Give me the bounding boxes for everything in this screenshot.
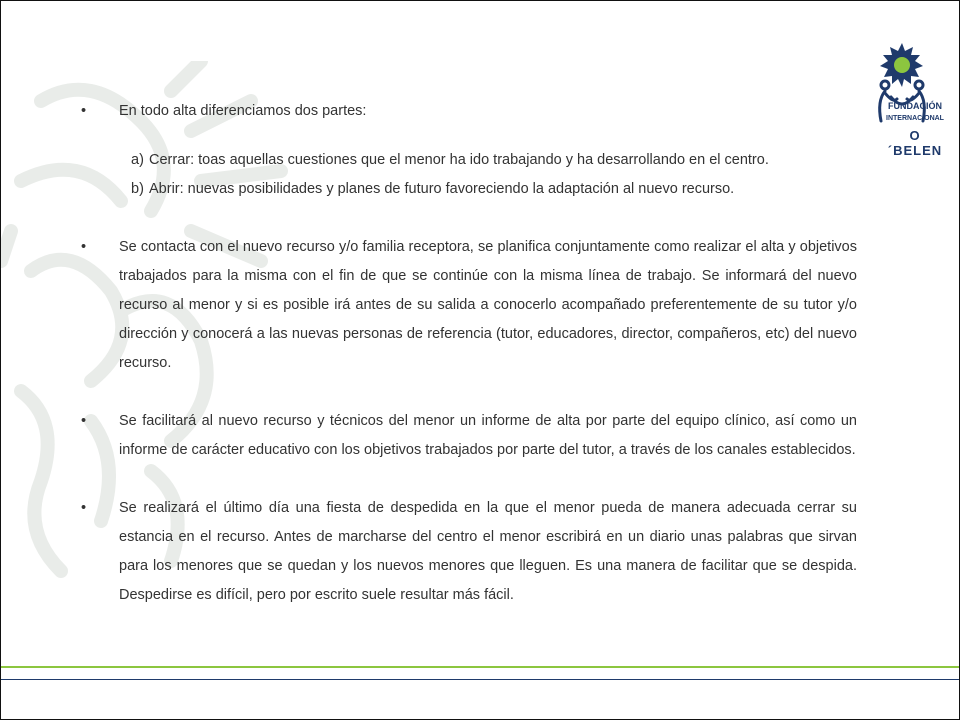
bullet-text: En todo alta diferenciamos dos partes: [119,103,367,119]
sub-item-a [81,146,857,175]
footer-divider-blue [1,679,959,680]
bullet-item [81,407,857,465]
bullet-dot: • [81,413,87,429]
sub-item-letter: b) [131,181,144,197]
bullet-item [81,494,857,610]
bullet-item [81,97,857,126]
sub-item-b [81,175,857,204]
sub-item-letter: a) [131,152,144,168]
bullet-item [81,233,857,378]
slide-body [81,97,857,610]
bullet-text: Se contacta con el nuevo recurso y/o familia receptora, se planifica conjuntamente como realizar el alta y objetivos trabajados para la misma con el fin de que se continúe con la misma línea de trabajo. Se informará del nuevo recurso al menor y si es posible irá antes de su salida a conocerlo acompañado preferentemente de su tutor y/o dirección y conocerá a las nuevas personas de referencia (tutor, educadores, director, compañeros, etc) del nuevo recurso. [119,239,857,371]
bullet-dot: • [81,500,87,516]
bullet-dot: • [81,239,87,255]
logo-line-obelen: O´BELEN [887,128,943,158]
logo-line-internacional: INTERNACIONAL [886,115,944,122]
sub-item-text: Cerrar: toas aquellas cuestiones que el menor ha ido trabajando y ha desarrollando en el centro. [149,152,769,168]
bullet-text: Se realizará el último día una fiesta de despedida en la que el menor pueda de manera adecuada cerrar su estancia en el recurso. Antes de marcharse del centro el menor escribirá en un diario unas palabras que sirvan para los menores que se quedan y los nuevos menores que lleguen. Es una manera de facilitar que se despida. Despedirse es difícil, pero por escrito suele resultar más fácil. [119,500,857,603]
logo-line-fundacion: FUNDACIÓN [888,101,942,111]
sub-item-text: Abrir: nuevas posibilidades y planes de futuro favoreciendo la adaptación al nuevo recurso. [149,181,735,197]
logo-wordmark [885,101,955,181]
footer-divider-green [1,666,959,668]
bullet-dot: • [81,103,87,119]
bullet-text: Se facilitará al nuevo recurso y técnicos del menor un informe de alta por parte del equipo clínico, así como un informe de carácter educativo con los objetivos trabajados por parte del tutor, a través de los canales establecidos. [119,413,857,458]
